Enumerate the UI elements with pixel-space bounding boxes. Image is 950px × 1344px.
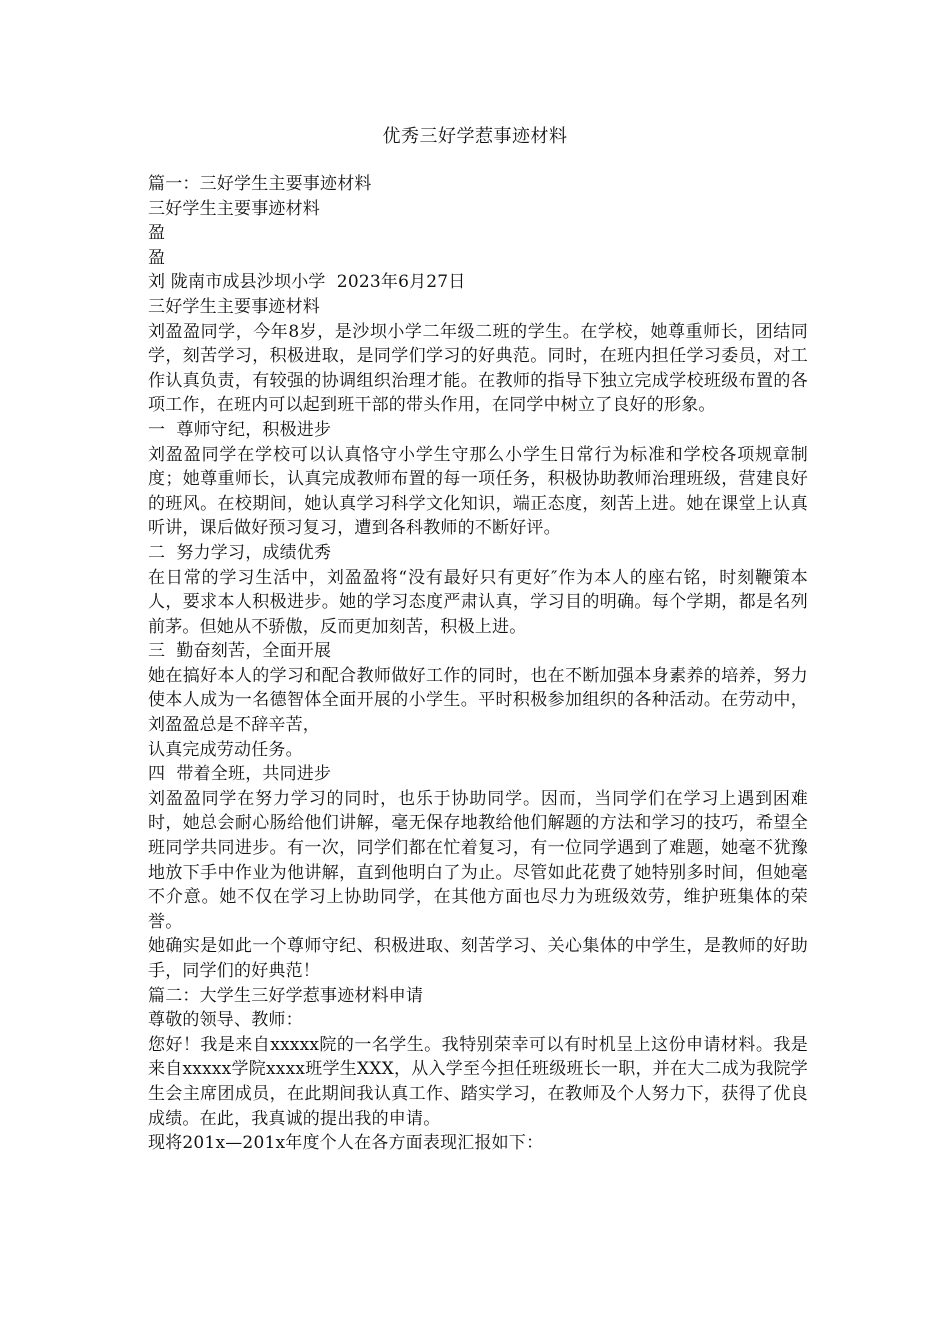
section-4-heading: 四 带着全班，共同进步 [148, 764, 332, 785]
part1-subtitle: 三好学生主要事迹材料 [148, 198, 320, 219]
section-3-heading: 三 勤奋刻苦，全面开展 [148, 641, 332, 662]
section-4-paragraph: 刘盈盈同学在努力学习的同时，也乐于协助同学。因而，当同学们在学习上遇到困难时，她总会耐心肠给他们讲解，毫无保存地教给他们解题的方法和学习的技巧，希望全班同学共同进步。有一次，同学们都在忙着复习，有一位同学遇到了难题，她毫不犹豫地放下手中作业为他讲解，直到他明白了为止。尽管如此花费了她特别多时间，但她毫不介意。她不仅在学习上协助同学，在其他方面也尽力为班级效劳，维护班集体的荣誉。 [148, 788, 808, 932]
document-title: 优秀三好学惹事迹材料 [382, 126, 568, 147]
section-3-paragraph-continued: 认真完成劳动任务。 [148, 739, 303, 760]
conclusion-paragraph: 她确实是如此一个尊师守纪、积极进取、刻苦学习、关心集体的中学生，是教师的好助手，同学们的好典范！ [148, 936, 808, 981]
section-3-paragraph: 她在搞好本人的学习和配合教师做好工作的同时，也在不断加强本身素养的培养，努力使本人成为一名德智体全面开展的小学生。平时积极参加组织的各种活动。在劳动中，刘盈盈总是不辞辛苦， [148, 665, 808, 736]
section-2-heading: 二 努力学习，成绩优秀 [148, 542, 332, 563]
section-1-paragraph: 刘盈盈同学在学校可以认真恪守小学生守那么小学生日常行为标准和学校各项规章制度；她尊重师长，认真完成教师布置的每一项任务，积极协助教师治理班级，营建良好的班风。在校期间，她认真学习科学文化知识，端正态度，刻苦上进。她在课堂上认真听讲，课后做好预习复习，遭到各科教师的不断好评。 [148, 444, 808, 539]
name-line-2: 盈 [148, 247, 166, 268]
part2-intro-paragraph: 您好！我是来自xxxxx院的一名学生。我特别荣幸可以有时机呈上这份申请材料。我是来自xxxxx学院xxxx班学生XXX，从入学至今担任班级班长一职，并在大二成为我院学生会主席团成员，在此期间我认真工作、踏实学习，在教师及个人努力下，获得了优良成绩。在此，我真诚的提出我的申请。 [148, 1034, 808, 1129]
section-1-heading: 一 尊师守纪，积极进步 [148, 419, 332, 440]
intro-paragraph: 刘盈盈同学，今年8岁，是沙坝小学二年级二班的学生。在学校，她尊重师长，团结同学，刻苦学习，积极进取，是同学们学习的好典范。同时，在班内担任学习委员，对工作认真负责，有较强的协调组织治理才能。在教师的指导下独立完成学校班级布置的各项工作，在班内可以起到班干部的带头作用，在同学中树立了良好的形象。 [148, 321, 808, 416]
section-2-paragraph: 在日常的学习生活中，刘盈盈将“没有最好只有更好″作为本人的座右铭，时刻鞭策本人，要求本人积极进步。她的学习态度严肃认真，学习目的明确。每个学期，都是名列前茅。但她从不骄傲，反而更加刻苦，积极上进。 [148, 567, 808, 637]
salutation: 尊敬的领导、教师： [148, 1010, 303, 1031]
part1-subtitle-2: 三好学生主要事迹材料 [148, 296, 320, 317]
document-body [148, 172, 808, 1156]
name-line-1: 盈 [148, 223, 166, 244]
part1-heading: 篇一：三好学生主要事迹材料 [148, 174, 372, 194]
summary-line: 现将201x—201x年度个人在各方面表现汇报如下： [148, 1133, 544, 1154]
part2-heading: 篇二：大学生三好学惹事迹材料申请 [148, 985, 424, 1006]
author-line: 刘 陇南市成县沙坝小学 2023年6月27日 [148, 272, 466, 293]
